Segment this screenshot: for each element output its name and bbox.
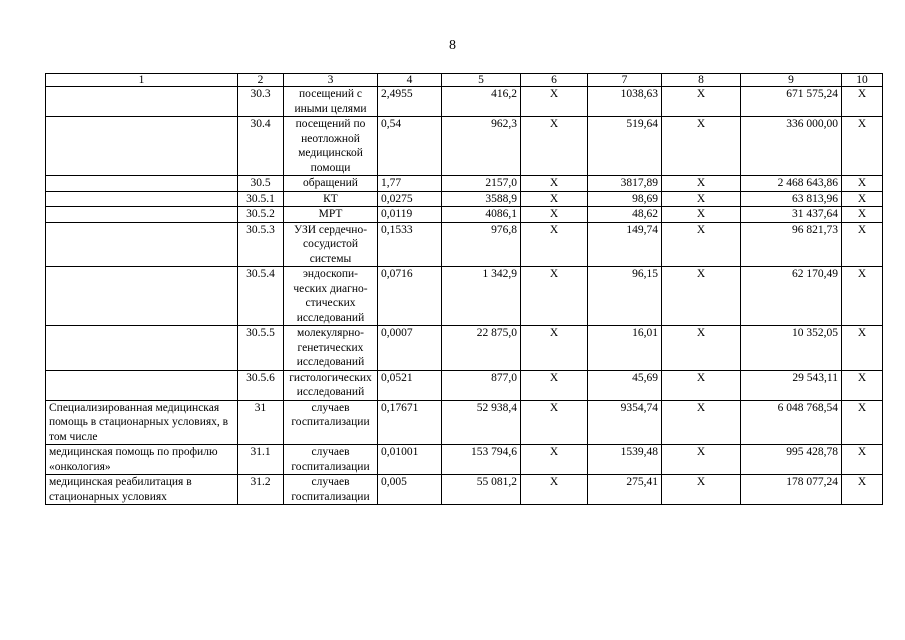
row-name-cell	[46, 176, 238, 192]
row-x-cell: Х	[662, 222, 741, 267]
row-cost-cell: 976,8	[442, 222, 521, 267]
row-total-cell: 671 575,24	[741, 87, 842, 117]
row-cost-cell: 4086,1	[442, 207, 521, 223]
row-x-cell: Х	[842, 370, 883, 400]
table-row	[46, 176, 883, 192]
row-unit-cell: эндоскопи-ческих диагно-стических исследований	[284, 267, 378, 326]
column-number: 4	[378, 74, 442, 87]
row-x-cell: Х	[662, 207, 741, 223]
row-x-cell: Х	[521, 326, 588, 371]
row-name-cell	[46, 117, 238, 176]
row-name-cell	[46, 222, 238, 267]
table-row	[46, 445, 883, 475]
row-x-cell: Х	[521, 400, 588, 445]
row-cost-cell: 3588,9	[442, 191, 521, 207]
row-name-cell	[46, 326, 238, 371]
row-sum-cell: 45,69	[588, 370, 662, 400]
row-total-cell: 6 048 768,54	[741, 400, 842, 445]
row-norm-cell: 0,0119	[378, 207, 442, 223]
row-sum-cell: 96,15	[588, 267, 662, 326]
row-x-cell: Х	[662, 445, 741, 475]
row-sum-cell: 48,62	[588, 207, 662, 223]
column-number: 8	[662, 74, 741, 87]
row-cost-cell: 877,0	[442, 370, 521, 400]
row-total-cell: 10 352,05	[741, 326, 842, 371]
row-cost-cell: 962,3	[442, 117, 521, 176]
row-x-cell: Х	[521, 87, 588, 117]
table-row	[46, 222, 883, 267]
row-x-cell: Х	[842, 176, 883, 192]
row-code-cell: 30.5.1	[238, 191, 284, 207]
row-x-cell: Х	[662, 176, 741, 192]
row-name-cell: медицинская помощь по профилю «онкология»	[46, 445, 238, 475]
row-x-cell: Х	[662, 370, 741, 400]
row-cost-cell: 1 342,9	[442, 267, 521, 326]
row-name-cell: медицинская реабилитация в стационарных условиях	[46, 475, 238, 505]
table-row	[46, 475, 883, 505]
row-total-cell: 336 000,00	[741, 117, 842, 176]
row-code-cell: 30.5.4	[238, 267, 284, 326]
column-number: 2	[238, 74, 284, 87]
row-x-cell: Х	[662, 475, 741, 505]
row-norm-cell: 0,17671	[378, 400, 442, 445]
table-row	[46, 207, 883, 223]
row-sum-cell: 3817,89	[588, 176, 662, 192]
row-cost-cell: 153 794,6	[442, 445, 521, 475]
row-x-cell: Х	[662, 326, 741, 371]
row-x-cell: Х	[662, 267, 741, 326]
row-name-cell: Специализированная медицинская помощь в стационарных условиях, в том числе	[46, 400, 238, 445]
column-number: 7	[588, 74, 662, 87]
row-name-cell	[46, 267, 238, 326]
row-x-cell: Х	[662, 117, 741, 176]
table-body	[46, 74, 883, 505]
row-code-cell: 30.5.3	[238, 222, 284, 267]
row-cost-cell: 2157,0	[442, 176, 521, 192]
row-norm-cell: 0,54	[378, 117, 442, 176]
row-unit-cell: случаев госпитализации	[284, 400, 378, 445]
column-number: 5	[442, 74, 521, 87]
row-x-cell: Х	[842, 222, 883, 267]
row-x-cell: Х	[842, 191, 883, 207]
row-norm-cell: 0,1533	[378, 222, 442, 267]
row-name-cell	[46, 207, 238, 223]
row-code-cell: 30.5.2	[238, 207, 284, 223]
row-norm-cell: 0,0275	[378, 191, 442, 207]
row-unit-cell: обращений	[284, 176, 378, 192]
data-table	[45, 73, 883, 505]
row-x-cell: Х	[842, 117, 883, 176]
row-unit-cell: гистологических исследований	[284, 370, 378, 400]
row-unit-cell: случаев госпитализации	[284, 445, 378, 475]
table-row	[46, 370, 883, 400]
row-total-cell: 995 428,78	[741, 445, 842, 475]
row-x-cell: Х	[842, 267, 883, 326]
table-row	[46, 191, 883, 207]
row-x-cell: Х	[521, 191, 588, 207]
row-sum-cell: 98,69	[588, 191, 662, 207]
row-x-cell: Х	[521, 475, 588, 505]
table-row	[46, 326, 883, 371]
table-row	[46, 87, 883, 117]
row-x-cell: Х	[521, 370, 588, 400]
row-total-cell: 2 468 643,86	[741, 176, 842, 192]
table-row	[46, 400, 883, 445]
row-x-cell: Х	[842, 207, 883, 223]
row-code-cell: 30.5.5	[238, 326, 284, 371]
row-code-cell: 31	[238, 400, 284, 445]
row-name-cell	[46, 370, 238, 400]
row-x-cell: Х	[521, 222, 588, 267]
table-row	[46, 117, 883, 176]
row-name-cell	[46, 191, 238, 207]
row-x-cell: Х	[662, 87, 741, 117]
table-row	[46, 267, 883, 326]
row-total-cell: 178 077,24	[741, 475, 842, 505]
row-x-cell: Х	[521, 445, 588, 475]
row-norm-cell: 1,77	[378, 176, 442, 192]
row-total-cell: 31 437,64	[741, 207, 842, 223]
row-sum-cell: 9354,74	[588, 400, 662, 445]
row-unit-cell: случаев госпитализации	[284, 475, 378, 505]
row-total-cell: 29 543,11	[741, 370, 842, 400]
row-code-cell: 30.5	[238, 176, 284, 192]
row-name-cell	[46, 87, 238, 117]
row-sum-cell: 16,01	[588, 326, 662, 371]
row-x-cell: Х	[662, 191, 741, 207]
row-norm-cell: 0,0521	[378, 370, 442, 400]
row-unit-cell: УЗИ сердечно-сосудистой системы	[284, 222, 378, 267]
row-x-cell: Х	[842, 87, 883, 117]
row-x-cell: Х	[521, 267, 588, 326]
row-unit-cell: посещений по неотложной медицинской помощи	[284, 117, 378, 176]
row-x-cell: Х	[842, 326, 883, 371]
row-code-cell: 31.1	[238, 445, 284, 475]
page-number: 8	[449, 38, 456, 53]
row-sum-cell: 519,64	[588, 117, 662, 176]
row-cost-cell: 416,2	[442, 87, 521, 117]
row-x-cell: Х	[521, 207, 588, 223]
row-x-cell: Х	[842, 400, 883, 445]
row-cost-cell: 52 938,4	[442, 400, 521, 445]
row-total-cell: 62 170,49	[741, 267, 842, 326]
row-code-cell: 30.3	[238, 87, 284, 117]
row-code-cell: 30.4	[238, 117, 284, 176]
column-number: 1	[46, 74, 238, 87]
row-x-cell: Х	[521, 176, 588, 192]
row-code-cell: 31.2	[238, 475, 284, 505]
row-x-cell: Х	[521, 117, 588, 176]
column-number: 10	[842, 74, 883, 87]
row-x-cell: Х	[842, 445, 883, 475]
row-total-cell: 96 821,73	[741, 222, 842, 267]
column-number: 3	[284, 74, 378, 87]
row-cost-cell: 55 081,2	[442, 475, 521, 505]
row-x-cell: Х	[662, 400, 741, 445]
column-number-row	[46, 74, 883, 87]
row-norm-cell: 0,01001	[378, 445, 442, 475]
row-unit-cell: МРТ	[284, 207, 378, 223]
row-unit-cell: посещений с иными целями	[284, 87, 378, 117]
row-sum-cell: 149,74	[588, 222, 662, 267]
row-norm-cell: 0,0007	[378, 326, 442, 371]
row-sum-cell: 275,41	[588, 475, 662, 505]
row-cost-cell: 22 875,0	[442, 326, 521, 371]
row-norm-cell: 0,005	[378, 475, 442, 505]
row-norm-cell: 2,4955	[378, 87, 442, 117]
column-number: 9	[741, 74, 842, 87]
row-sum-cell: 1038,63	[588, 87, 662, 117]
row-code-cell: 30.5.6	[238, 370, 284, 400]
row-unit-cell: молекулярно-генетических исследований	[284, 326, 378, 371]
row-x-cell: Х	[842, 475, 883, 505]
row-norm-cell: 0,0716	[378, 267, 442, 326]
row-total-cell: 63 813,96	[741, 191, 842, 207]
row-unit-cell: КТ	[284, 191, 378, 207]
column-number: 6	[521, 74, 588, 87]
row-sum-cell: 1539,48	[588, 445, 662, 475]
